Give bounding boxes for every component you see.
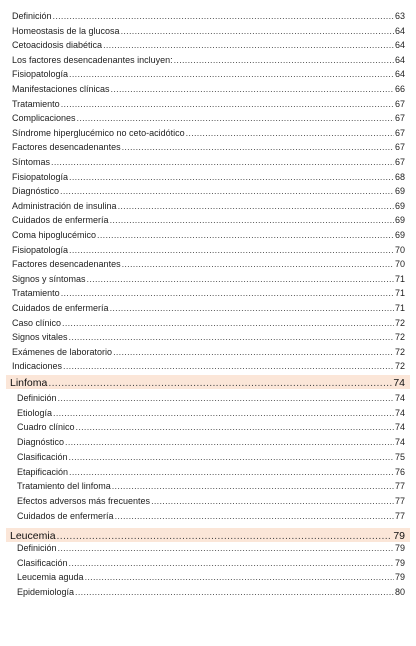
dot-leader	[97, 230, 394, 241]
dot-leader	[151, 496, 394, 507]
toc-entry-label: Cuadro clínico	[17, 422, 75, 433]
toc-entry[interactable]	[12, 245, 405, 256]
toc-entry[interactable]	[12, 40, 405, 51]
toc-page-number: 67	[394, 98, 405, 109]
toc-entry-label: Cuidados de enfermería	[12, 215, 109, 226]
toc-entry-label: Coma hipoglucémico	[12, 230, 97, 240]
dot-leader	[57, 530, 393, 542]
toc-page-number: 72	[394, 317, 405, 328]
dot-leader	[103, 40, 394, 51]
toc-entry-label: Cuidados de enfermería	[12, 303, 109, 313]
toc-entry-label: Diagnóstico	[12, 186, 60, 197]
dot-leader	[58, 393, 394, 404]
toc-entry[interactable]	[12, 142, 405, 153]
toc-entry[interactable]	[17, 393, 405, 404]
toc-page-number: 64	[394, 54, 405, 65]
dot-leader	[69, 467, 394, 478]
toc-page-number: 74	[394, 437, 405, 448]
toc-entry-label: Leucemia aguda	[17, 572, 84, 583]
toc-entry-label: Síndrome hiperglucémico no ceto-acidótico	[12, 127, 185, 138]
toc-page-number: 74	[394, 422, 405, 433]
dot-leader	[186, 128, 394, 139]
toc-page-number: 72	[394, 346, 405, 357]
dot-leader	[51, 157, 394, 168]
dot-leader	[61, 288, 394, 299]
toc-page-number: 79	[394, 572, 405, 583]
toc-entry[interactable]	[17, 511, 405, 522]
toc-page-number: 69	[394, 230, 405, 240]
toc-entry[interactable]	[17, 558, 405, 569]
toc-entry[interactable]	[12, 215, 405, 226]
toc-entry-label: Exámenes de laboratorio	[12, 346, 113, 357]
toc-page-number: 67	[394, 157, 405, 167]
toc-page-number: 77	[394, 481, 405, 492]
dot-leader	[76, 422, 394, 433]
toc-page-number: 77	[394, 495, 405, 506]
toc-entry[interactable]	[12, 128, 405, 139]
toc-entry[interactable]	[17, 437, 405, 448]
toc-entry-label: Factores desencadenantes	[12, 142, 121, 153]
toc-entry-label: Epidemiología	[17, 587, 75, 598]
toc-entry[interactable]	[12, 157, 405, 168]
toc-entry-label: Etapificación	[17, 466, 69, 477]
toc-page-number: 63	[394, 11, 405, 21]
toc-entry-label: Tratamiento	[12, 98, 60, 109]
toc-entry-label: Definición	[17, 393, 57, 403]
toc-page-number: 72	[394, 332, 405, 343]
dot-leader	[69, 332, 394, 343]
dot-leader	[53, 408, 394, 419]
toc-section-heading[interactable]	[10, 377, 405, 389]
dot-leader	[65, 437, 394, 448]
toc-entry[interactable]	[12, 84, 405, 95]
toc-entry-label: Fisiopatología	[12, 171, 69, 182]
toc-entry[interactable]	[12, 69, 405, 80]
toc-page-number: 69	[394, 186, 405, 197]
dot-leader	[122, 259, 394, 270]
toc-entry-label: Etiología	[17, 407, 53, 418]
toc-entry-label: Tratamiento del linfoma	[17, 481, 111, 492]
dot-leader	[122, 142, 394, 153]
toc-entry[interactable]	[12, 172, 405, 183]
dot-leader	[87, 274, 394, 285]
toc-entry[interactable]	[17, 481, 405, 492]
toc-page-number: 69	[394, 215, 405, 226]
toc-entry[interactable]	[12, 55, 405, 66]
toc-entry-label: Clasificación	[17, 557, 68, 568]
dot-leader	[69, 558, 394, 569]
dot-leader	[69, 172, 394, 183]
toc-page-number: 64	[394, 25, 405, 36]
toc-page-number: 66	[394, 84, 405, 94]
toc-entry-label: Leucemia	[10, 530, 56, 542]
toc-entry[interactable]	[12, 318, 405, 329]
toc-entry-label: Definición	[12, 11, 52, 21]
dot-leader	[69, 452, 394, 463]
toc-entry[interactable]	[12, 99, 405, 110]
dot-leader	[62, 318, 394, 329]
dot-leader	[111, 84, 394, 95]
toc-page-number: 77	[394, 510, 405, 521]
dot-leader	[75, 587, 394, 598]
toc-page-number: 74	[393, 377, 405, 389]
toc-entry-label: Homeostasis de la glucosa	[12, 25, 120, 36]
toc-page-number: 79	[393, 530, 405, 542]
toc-page-number: 70	[394, 244, 405, 255]
toc-entry-label: Factores desencadenantes	[12, 259, 121, 270]
toc-entry-label: Signos y síntomas	[12, 273, 86, 284]
toc-entry[interactable]	[12, 26, 405, 37]
dot-leader	[69, 69, 394, 80]
dot-leader	[110, 215, 394, 226]
toc-entry-label: Diagnóstico	[17, 437, 65, 448]
dot-leader	[53, 11, 394, 22]
toc-entry-label: Definición	[17, 543, 57, 553]
dot-leader	[121, 26, 394, 37]
toc-entry-label: Administración de insulina	[12, 200, 117, 211]
toc-entry[interactable]	[12, 259, 405, 270]
toc-page-number: 71	[394, 303, 405, 313]
toc-entry-label: Linfoma	[10, 377, 48, 389]
toc-entry[interactable]	[12, 186, 405, 197]
toc-entry-label: Signos vitales	[12, 332, 68, 343]
toc-page-number: 79	[394, 543, 405, 553]
dot-leader	[174, 55, 394, 66]
toc-entry[interactable]	[12, 347, 405, 358]
toc-page-number: 75	[394, 451, 405, 462]
dot-leader	[112, 481, 394, 492]
toc-entry[interactable]	[12, 11, 405, 22]
toc-entry-label: Caso clínico	[12, 317, 62, 328]
toc-entry[interactable]	[12, 113, 405, 124]
toc-entry-label: Fisiopatología	[12, 244, 69, 255]
dot-leader	[61, 99, 394, 110]
toc-entry[interactable]	[12, 274, 405, 285]
toc-entry-label: Cuidados de enfermería	[17, 510, 114, 521]
toc-entry[interactable]	[17, 467, 405, 478]
toc-entry-label: Fisiopatología	[12, 69, 69, 80]
toc-entry[interactable]	[12, 332, 405, 343]
toc-page-number: 72	[394, 361, 405, 372]
toc-entry-label: Los factores desencadenantes incluyen:	[12, 54, 173, 65]
dot-leader	[69, 245, 394, 256]
toc-page-number: 67	[394, 127, 405, 138]
toc-page-number: 71	[394, 273, 405, 284]
toc-page-number: 70	[394, 259, 405, 270]
toc-entry-label: Clasificación	[17, 451, 68, 462]
dot-leader	[58, 543, 394, 554]
toc-page-number: 71	[394, 288, 405, 299]
toc-page-number: 67	[394, 142, 405, 153]
toc-entry[interactable]	[12, 201, 405, 212]
dot-leader	[118, 201, 394, 212]
toc-page-number: 68	[394, 171, 405, 182]
toc-entry-label: Indicaciones	[12, 361, 63, 372]
toc-section-heading[interactable]	[10, 530, 405, 542]
toc-page-number: 74	[394, 393, 405, 403]
dot-leader	[113, 347, 394, 358]
toc-page-number: 67	[394, 113, 405, 124]
toc-page-number: 64	[394, 40, 405, 51]
dot-leader	[48, 377, 392, 389]
toc-page-number: 74	[394, 407, 405, 418]
toc-entry-label: Síntomas	[12, 157, 51, 167]
dot-leader	[60, 186, 394, 197]
toc-page-number: 76	[394, 466, 405, 477]
toc-entry[interactable]	[12, 230, 405, 241]
dot-leader	[63, 361, 394, 372]
toc-entry-label: Complicaciones	[12, 113, 76, 124]
toc-entry[interactable]	[17, 587, 405, 598]
toc-entry-label: Tratamiento	[12, 288, 60, 299]
toc-entry-label: Cetoacidosis diabética	[12, 40, 103, 51]
toc-entry[interactable]	[17, 543, 405, 554]
toc-entry[interactable]	[12, 303, 405, 314]
toc-entry[interactable]	[17, 572, 405, 583]
toc-entry[interactable]	[12, 361, 405, 372]
toc-entry[interactable]	[12, 288, 405, 299]
toc-entry-label: Manifestaciones clínicas	[12, 84, 110, 94]
dot-leader	[77, 113, 394, 124]
toc-page-number: 79	[394, 557, 405, 568]
toc-entry[interactable]	[17, 496, 405, 507]
toc-entry-label: Efectos adversos más frecuentes	[17, 495, 151, 506]
toc-page-number: 80	[394, 587, 405, 598]
toc-entry[interactable]	[17, 408, 405, 419]
toc-entry[interactable]	[17, 452, 405, 463]
toc-page-number: 64	[394, 69, 405, 80]
dot-leader	[115, 511, 394, 522]
toc-entry[interactable]	[17, 422, 405, 433]
toc-page-number: 69	[394, 200, 405, 211]
dot-leader	[85, 572, 394, 583]
dot-leader	[110, 303, 394, 314]
